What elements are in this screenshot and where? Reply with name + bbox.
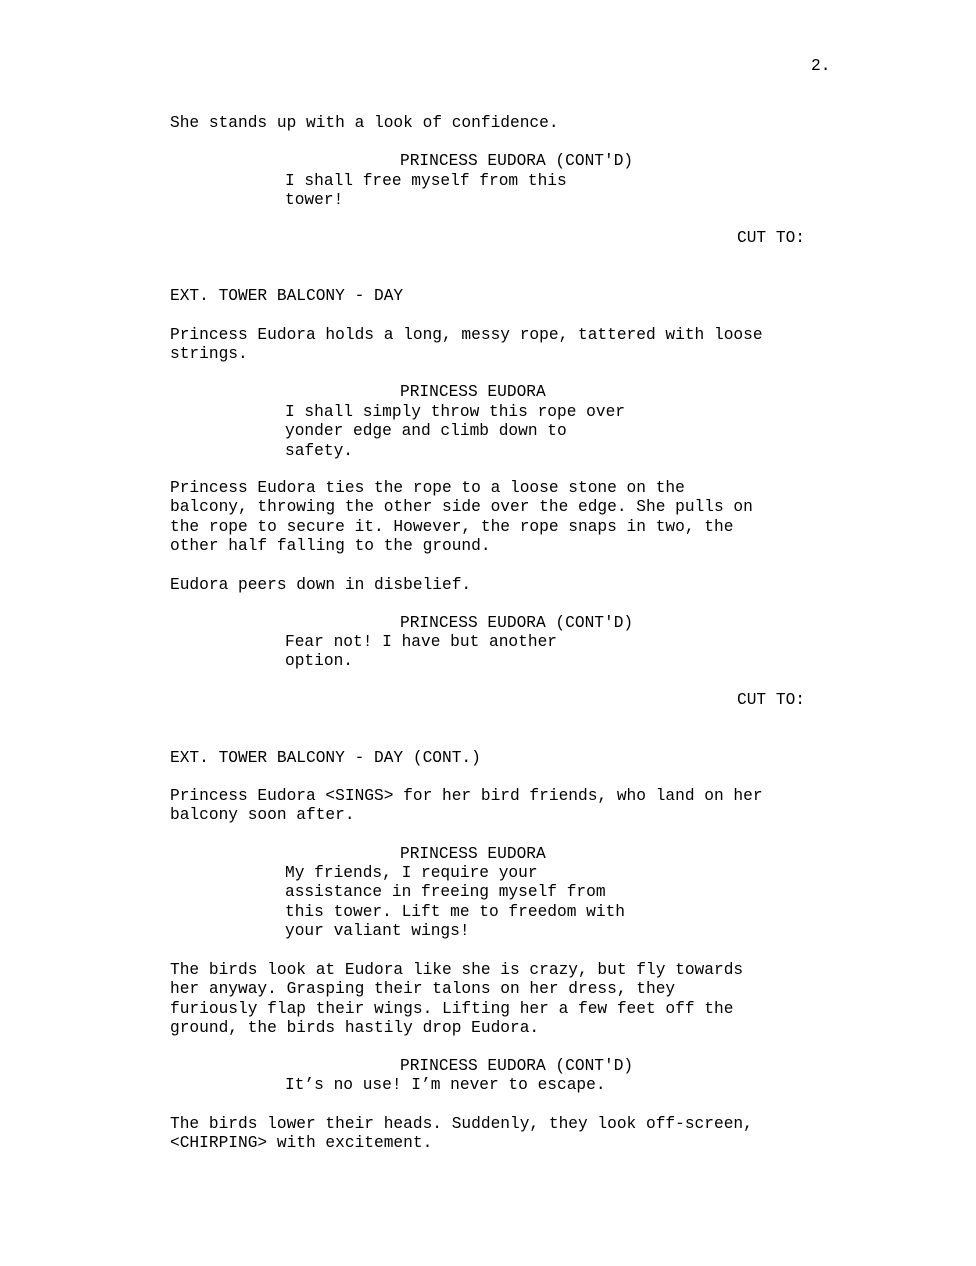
- dialogue: My friends, I require your assistance in freeing myself from this tower. Lift me to freedom with your valiant wings!: [285, 864, 625, 940]
- transition: CUT TO:: [737, 691, 805, 709]
- dialogue: I shall free myself from this tower!: [285, 172, 567, 210]
- character-name: PRINCESS EUDORA (CONT'D): [400, 152, 634, 170]
- page-number: 2.: [811, 57, 831, 75]
- character-name: PRINCESS EUDORA (CONT'D): [400, 614, 634, 632]
- dialogue: It’s no use! I’m never to escape.: [285, 1076, 606, 1094]
- action-line: She stands up with a look of confidence.: [170, 114, 559, 132]
- action-line: Princess Eudora ties the rope to a loose stone on the balcony, throwing the other side over the edge. She pulls on the rope to secure it. However, the rope snaps in two, the other half falling to the ground.: [170, 479, 753, 555]
- character-name: PRINCESS EUDORA: [400, 383, 546, 401]
- action-line: Eudora peers down in disbelief.: [170, 576, 472, 594]
- action-line: The birds look at Eudora like she is crazy, but fly towards her anyway. Grasping their talons on her dress, they furiously flap their wings. Lifting her a few feet off the ground, the birds hastily drop Eudora.: [170, 961, 744, 1037]
- dialogue: Fear not! I have but another option.: [285, 633, 557, 671]
- dialogue: I shall simply throw this rope over yonder edge and climb down to safety.: [285, 403, 625, 460]
- transition: CUT TO:: [737, 229, 805, 247]
- action-line: Princess Eudora <SINGS> for her bird friends, who land on her balcony soon after.: [170, 787, 763, 825]
- action-line: The birds lower their heads. Suddenly, they look off-screen, <CHIRPING> with excitement.: [170, 1115, 753, 1153]
- action-line: Princess Eudora holds a long, messy rope, tattered with loose strings.: [170, 326, 763, 364]
- character-name: PRINCESS EUDORA: [400, 845, 546, 863]
- scene-heading: EXT. TOWER BALCONY - DAY (CONT.): [170, 749, 481, 767]
- character-name: PRINCESS EUDORA (CONT'D): [400, 1057, 634, 1075]
- scene-heading: EXT. TOWER BALCONY - DAY: [170, 287, 404, 305]
